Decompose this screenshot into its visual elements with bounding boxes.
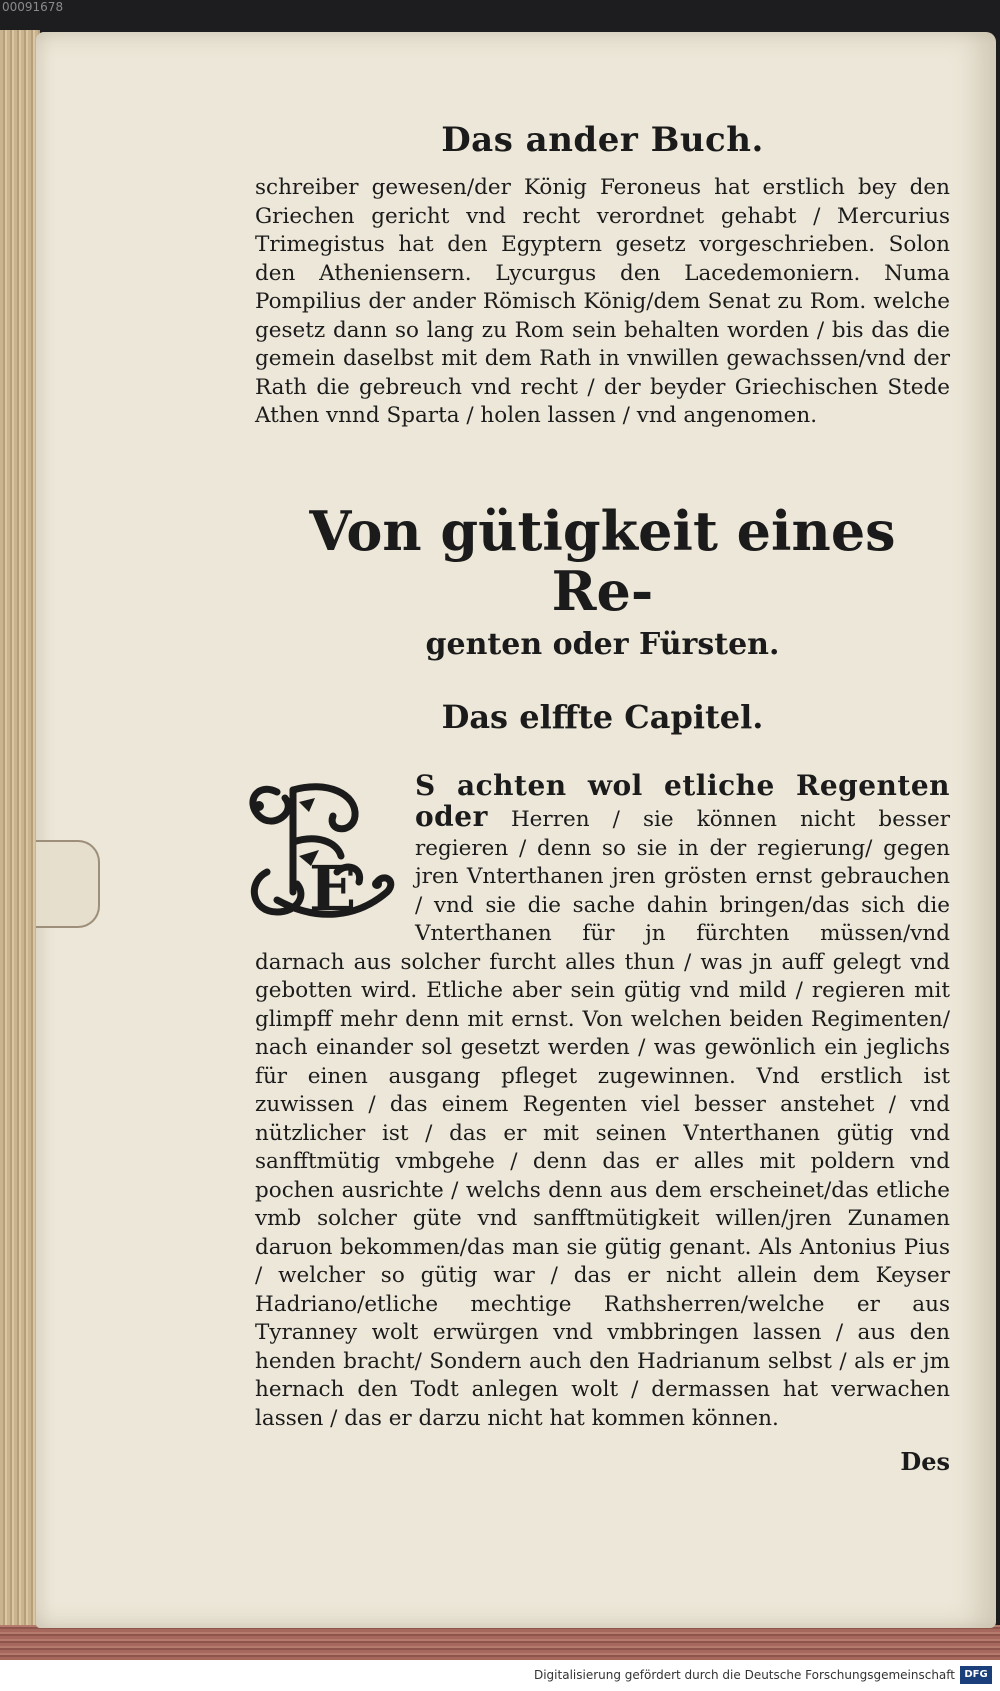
chapter-title-line2: genten oder Fürsten. [425,626,780,662]
initial-letter: E [309,851,357,922]
book-edge-bottom [0,1625,1000,1660]
book-edge-left [0,30,40,1630]
chapter-title-line1: Von gütigkeit eines Re- [309,498,896,623]
decorated-initial [237,772,407,922]
catchword: Des [900,1447,950,1476]
running-head: Das ander Buch. [441,120,764,160]
footer-credit: Digitalisierung gefördert durch die Deutsche Forschungsgemeinschaft [533,1668,955,1682]
scan-id-label: 00091678 [2,0,64,14]
body-paragraph: Herren / sie können nicht besser regieren / denn so sie in der regierung/ gegen jren Vnterthanen jren grösten ernst gebrauchen / vnd sie die sache dahin bringen/das sich die Vnterthanen für jn fürchten müssen/vnd darnach aus solcher furcht alles thun / was jn auff gelegt vnd gebotten wird. Etliche aber sein gütig vnd mild / regieren mit glimpff mehr denn mit ernst. Von welchen beiden Regimenten/ nach einander sol gesetzt werden / was gewönlich ein jeglichs für einen ausgang pfleget zugewinnen. Vnd erstlich ist zuwissen / das einem Regenten viel besser anstehet / vnd nützlicher ist / das er mit seinen Vnterthanen gütig vnd sanfftmütig vmbgehe / denn das er alles mit poldern vnd pochen ausrichte / welchs denn aus dem erscheinet/das etliche vmb solcher güte vnd sanfftmütigkeit willen/jren Zunamen daruon bekommen/das man sie gütig genant. Als Antonius Pius / welcher so gütig war / das er nicht allein dem Keyser Hadriano/etliche mechtige Rathsherren/welche er aus Tyranney wolt erwürgen vnd vmbbringen lassen / aus den henden bracht/ Sondern auch den Hadrianum selbst / als er jm hernach den Todt anlegen wolt / dermassen hat verwachen lassen / das er darzu nicht hat kommen können. [255,807,950,1431]
top-paragraph: schreiber gewesen/der König Feroneus hat erstlich bey den Griechen gericht vnd recht verordnet gehabt / Mercurius Trimegistus hat den Egyptern gesetz vorgeschrieben. Solon den Atheniensern. Lycurgus den Lacedemoniern. Numa Pompilius der ander Römisch König/dem Senat zu Rom. welche gesetz dann so lang zu Rom sein behalten worden / bis das die gemein daselbst mit dem Rath in vnwillen gewachssen/vnd der Rath die gebreuch vnd recht / der beyder Griechischen Stede Athen vnnd Sparta / holen lassen / vnd angenomen. [255,175,950,428]
first-line: S achten wol etliche Regenten oder [415,768,950,833]
chapter-number: Das elffte Capitel. [441,697,764,736]
page-tab-mark [36,840,100,928]
chapter-body [255,768,950,1434]
dfg-logo: DFG [960,1666,992,1684]
page-text [255,120,950,1476]
